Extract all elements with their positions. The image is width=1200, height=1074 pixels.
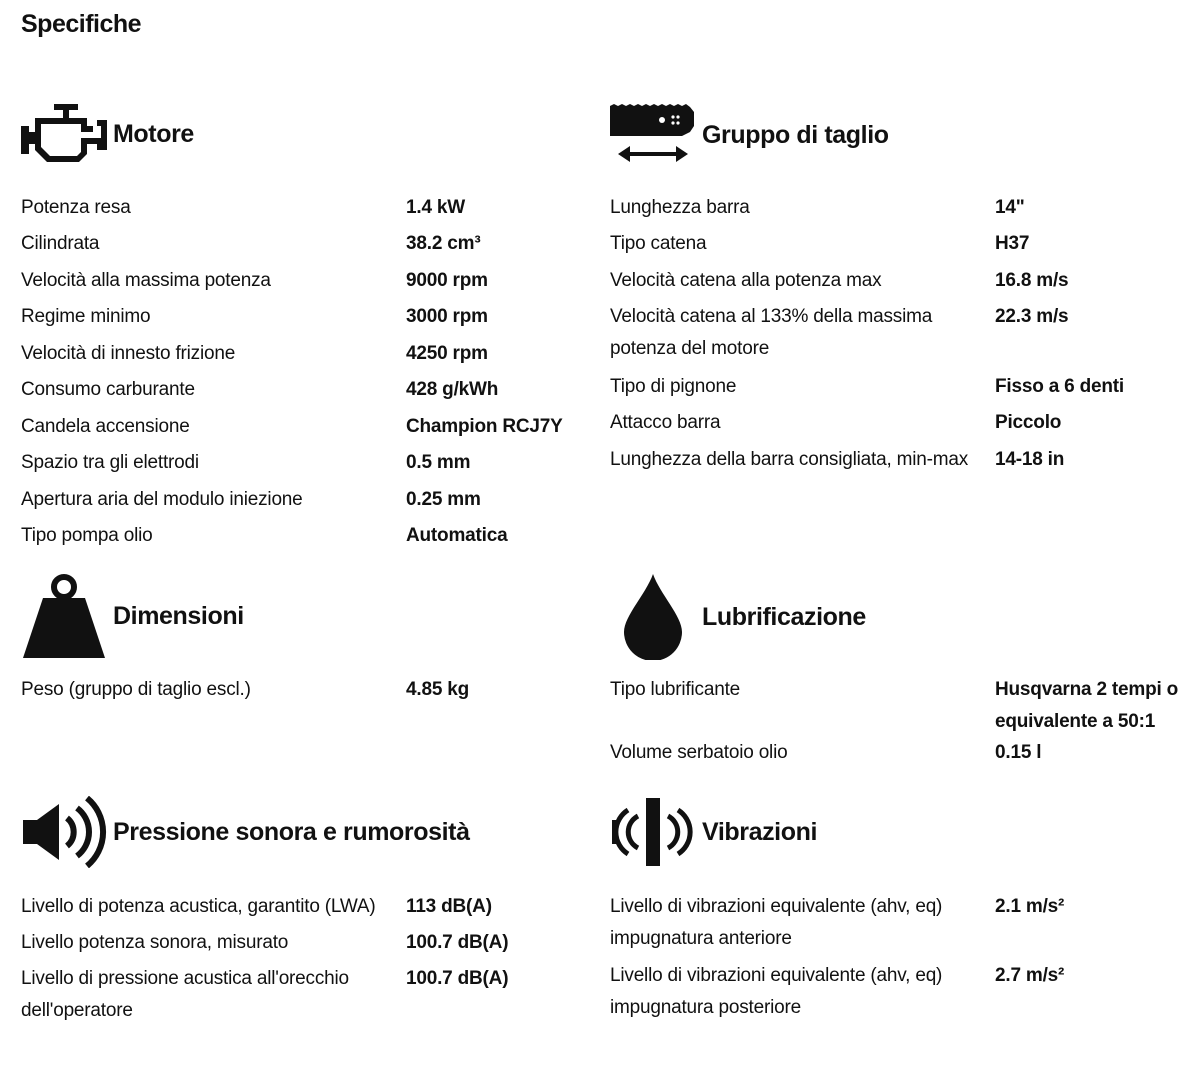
spec-label: Cilindrata: [21, 233, 100, 254]
spec-value: Piccolo: [995, 412, 1062, 433]
spec-value: 2.1 m/s²: [995, 896, 1065, 917]
spec-label: Lunghezza barra: [610, 197, 750, 218]
spec-label: Livello di vibrazioni equivalente (ahv, eq): [610, 896, 943, 917]
spec-value: 9000 rpm: [406, 270, 488, 291]
oil-drop-icon: [610, 574, 696, 660]
engine-icon: [21, 104, 109, 164]
page-title: Specifiche: [21, 10, 142, 38]
spec-value: 4.85 kg: [406, 679, 470, 700]
section-dimensioni: [21, 574, 581, 734]
spec-label: Tipo catena: [610, 233, 707, 254]
spec-value: 14-18 in: [995, 449, 1065, 470]
spec-label: Velocità catena alla potenza max: [610, 270, 882, 291]
spec-label-cont: dell'operatore: [21, 1000, 133, 1021]
spec-value: Husqvarna 2 tempi o: [995, 679, 1179, 700]
spec-label-cont: potenza del motore: [610, 338, 770, 359]
spec-label: Tipo pompa olio: [21, 525, 153, 546]
spec-value: 428 g/kWh: [406, 379, 499, 400]
spec-value: 100.7 dB(A): [406, 968, 509, 989]
spec-label: Consumo carburante: [21, 379, 195, 400]
spec-value: 0.15 l: [995, 742, 1042, 763]
spec-label: Spazio tra gli elettrodi: [21, 452, 199, 473]
spec-value: 0.25 mm: [406, 489, 481, 510]
spec-label: Velocità alla massima potenza: [21, 270, 271, 291]
section-title-pressione-sonora: Pressione sonora e rumorosità: [113, 817, 470, 846]
section-title-motore: Motore: [113, 119, 194, 148]
spec-value: 14": [995, 197, 1025, 218]
vibration-icon: [610, 796, 696, 868]
spec-label: Velocità catena al 133% della massima: [610, 306, 933, 327]
spec-value: 3000 rpm: [406, 306, 488, 327]
spec-label: Potenza resa: [21, 197, 131, 218]
spec-label: Apertura aria del modulo iniezione: [21, 489, 303, 510]
spec-label: Velocità di innesto frizione: [21, 343, 236, 364]
section-pressione-sonora: [21, 796, 581, 1036]
section-title-vibrazioni: Vibrazioni: [702, 817, 818, 846]
spec-label: Regime minimo: [21, 306, 151, 327]
section-vibrazioni: [610, 796, 1190, 1036]
spec-label: Livello di vibrazioni equivalente (ahv, eq): [610, 965, 943, 986]
spec-value: 0.5 mm: [406, 452, 471, 473]
spec-label-cont: impugnatura posteriore: [610, 997, 801, 1018]
spec-value: Champion RCJ7Y: [406, 416, 563, 437]
section-title-gruppo-di-taglio: Gruppo di taglio: [702, 120, 889, 149]
speaker-icon: [21, 796, 107, 868]
spec-value: 16.8 m/s: [995, 270, 1069, 291]
spec-label: Candela accensione: [21, 416, 190, 437]
spec-value: H37: [995, 233, 1030, 254]
spec-label: Tipo lubrificante: [610, 679, 741, 700]
spec-value: 113 dB(A): [406, 896, 492, 917]
spec-value: Automatica: [406, 525, 508, 546]
section-title-lubrificazione: Lubrificazione: [702, 602, 866, 631]
spec-value-cont: equivalente a 50:1: [995, 711, 1156, 732]
spec-value: 1.4 kW: [406, 197, 465, 218]
spec-label: Livello di pressione acustica all'orecchio: [21, 968, 349, 989]
spec-value: 100.7 dB(A): [406, 932, 509, 953]
spec-value: 4250 rpm: [406, 343, 488, 364]
spec-label: Volume serbatoio olio: [610, 742, 788, 763]
spec-label: Livello potenza sonora, misurato: [21, 932, 289, 953]
spec-label: Tipo di pignone: [610, 376, 737, 397]
chainsaw-bar-icon: [610, 104, 696, 166]
section-title-dimensioni: Dimensioni: [113, 601, 244, 630]
section-gruppo-di-taglio: [610, 104, 1190, 504]
spec-label: Livello di potenza acustica, garantito (LWA): [21, 896, 376, 917]
weight-icon: [21, 574, 107, 658]
spec-label: Peso (gruppo di taglio escl.): [21, 679, 251, 700]
spec-value: Fisso a 6 denti: [995, 376, 1124, 397]
spec-label: Lunghezza della barra consigliata, min-max: [610, 449, 969, 470]
spec-label: Attacco barra: [610, 412, 721, 433]
spec-value: 38.2 cm³: [406, 233, 481, 254]
section-lubrificazione: [610, 574, 1190, 774]
section-motore: [21, 104, 581, 554]
spec-value: 22.3 m/s: [995, 306, 1069, 327]
spec-label-cont: impugnatura anteriore: [610, 928, 792, 949]
spec-value: 2.7 m/s²: [995, 965, 1065, 986]
